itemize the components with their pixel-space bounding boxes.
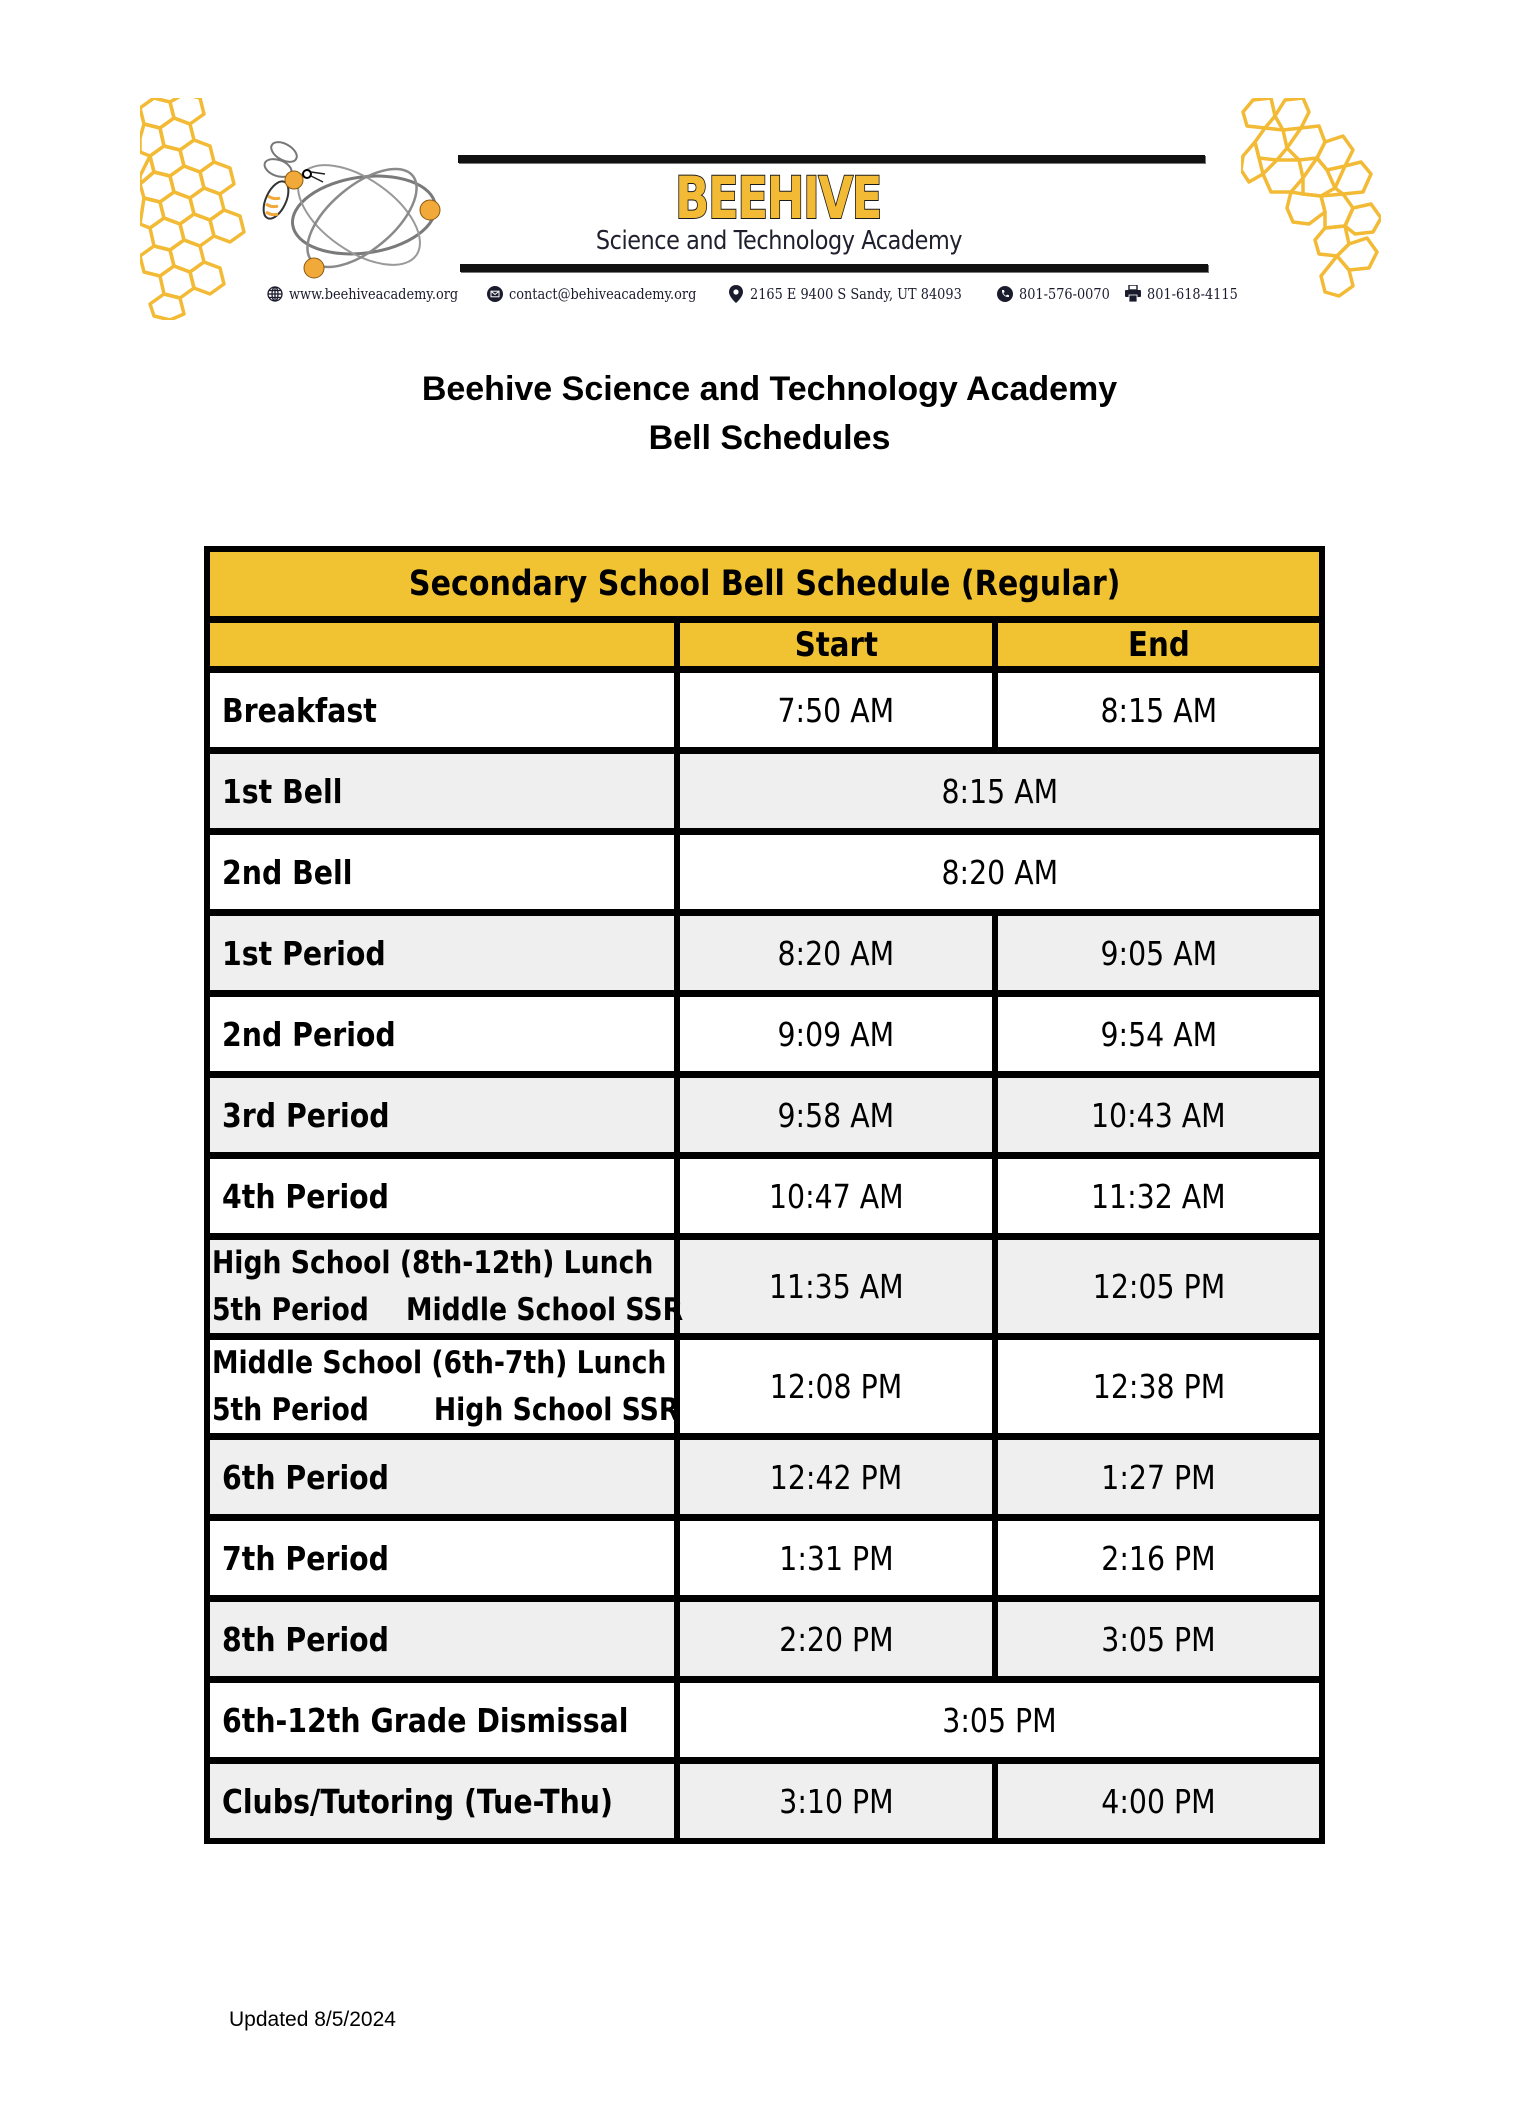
end-time: 12:05 PM	[1092, 1267, 1225, 1306]
bell-time: 8:20 AM	[941, 852, 1058, 892]
start-time: 10:47 AM	[680, 1159, 998, 1233]
start-time: 2:20 PM	[680, 1602, 998, 1676]
document-title: Beehive Science and Technology Academy	[421, 370, 1118, 408]
letterhead-top-rule	[458, 155, 1205, 163]
table-row	[210, 1071, 1319, 1152]
row-label: 1st Period	[210, 916, 680, 990]
table-row	[210, 1676, 1319, 1757]
contact-fax	[1124, 285, 1239, 303]
contact-website[interactable]	[266, 285, 472, 303]
start-time: 12:08 PM	[680, 1340, 998, 1433]
row-label	[210, 1240, 684, 1333]
table-row	[210, 666, 1319, 747]
start-time: 9:09 AM	[680, 997, 998, 1071]
dismissal-time: 3:05 PM	[942, 1700, 1057, 1740]
row-label: Breakfast	[210, 673, 680, 747]
contact-fax-text: 801-618-4115	[1147, 285, 1239, 303]
table-row	[210, 1595, 1319, 1676]
end-time: 9:05 AM	[1100, 933, 1217, 973]
end-time: 9:54 AM	[1100, 1014, 1217, 1054]
column-header-end: End	[1127, 624, 1190, 665]
contact-address	[727, 285, 982, 303]
row-label: 2nd Bell	[210, 835, 680, 909]
end-time: 11:32 AM	[1091, 1176, 1226, 1216]
table-row	[210, 1514, 1319, 1595]
row-label: 7th Period	[210, 1521, 680, 1595]
contact-phone-text: 801-576-0070	[1018, 285, 1110, 303]
bell-schedule-table	[204, 546, 1325, 1844]
bell-time: 8:15 AM	[941, 771, 1058, 811]
contact-email-text: contact@behiveacademy.org	[508, 285, 697, 303]
row-label: 6th Period	[210, 1440, 680, 1514]
contact-phone[interactable]	[996, 285, 1111, 303]
document-subtitle: Bell Schedules	[648, 419, 891, 457]
table-title: Secondary School Bell Schedule (Regular)	[408, 564, 1121, 604]
row-label: 8th Period	[210, 1602, 680, 1676]
globe-icon	[266, 285, 284, 303]
row-label: 3rd Period	[210, 1078, 680, 1152]
table-row	[210, 1757, 1319, 1838]
phone-icon	[996, 285, 1014, 303]
row-label: 1st Bell	[210, 754, 680, 828]
end-time: 10:43 AM	[1091, 1095, 1226, 1135]
row-label-line2: 5th Period High School SSR	[212, 1391, 680, 1428]
table-title-row	[210, 552, 1319, 616]
brand-subtitle: Science and Technology Academy	[595, 226, 962, 256]
end-time: 12:38 PM	[1092, 1367, 1225, 1406]
start-time: 1:31 PM	[680, 1521, 998, 1595]
start-time: 8:20 AM	[680, 916, 998, 990]
updated-date: Updated 8/5/2024	[229, 2008, 396, 2031]
column-header-activity	[210, 623, 680, 666]
row-label-line1: Middle School (6th-7th) Lunch	[212, 1344, 667, 1381]
brand-name: BEEHIVE	[675, 164, 882, 232]
map-pin-icon	[727, 285, 745, 303]
table-row	[210, 1433, 1319, 1514]
row-label	[210, 1340, 680, 1433]
end-time: 1:27 PM	[1101, 1457, 1216, 1497]
row-label: 6th-12th Grade Dismissal	[210, 1683, 680, 1757]
contact-bar	[266, 282, 1276, 306]
row-label: Clubs/Tutoring (Tue-Thu)	[210, 1764, 680, 1838]
table-row	[210, 828, 1319, 909]
brand-wordmark	[0, 166, 1539, 230]
start-time: 9:58 AM	[680, 1078, 998, 1152]
row-label: 4th Period	[210, 1159, 680, 1233]
contact-email[interactable]	[486, 285, 713, 303]
contact-website-text: www.beehiveacademy.org	[289, 285, 459, 303]
table-header-row	[210, 616, 1319, 666]
row-label-line1: High School (8th-12th) Lunch	[212, 1244, 654, 1281]
table-row	[210, 1333, 1319, 1433]
end-time: 8:15 AM	[1100, 690, 1217, 730]
table-row	[210, 1233, 1319, 1333]
mail-icon	[486, 285, 504, 303]
row-label-line2: 5th Period Middle School SSR	[212, 1291, 684, 1328]
table-row	[210, 1152, 1319, 1233]
end-time: 2:16 PM	[1101, 1538, 1216, 1578]
end-time: 3:05 PM	[1101, 1619, 1216, 1659]
table-row	[210, 747, 1319, 828]
start-time: 12:42 PM	[680, 1440, 998, 1514]
letterhead-bottom-rule	[460, 264, 1208, 272]
end-time: 4:00 PM	[1101, 1781, 1216, 1821]
table-row	[210, 909, 1319, 990]
start-time: 3:10 PM	[680, 1764, 998, 1838]
contact-address-text: 2165 E 9400 S Sandy, UT 84093	[749, 285, 962, 303]
row-label: 2nd Period	[210, 997, 680, 1071]
fax-icon	[1124, 285, 1142, 303]
brand-subtitle-wrap	[0, 226, 1539, 256]
column-header-start: Start	[680, 623, 998, 666]
table-row	[210, 990, 1319, 1071]
start-time: 7:50 AM	[680, 673, 998, 747]
start-time: 11:35 AM	[680, 1240, 998, 1333]
